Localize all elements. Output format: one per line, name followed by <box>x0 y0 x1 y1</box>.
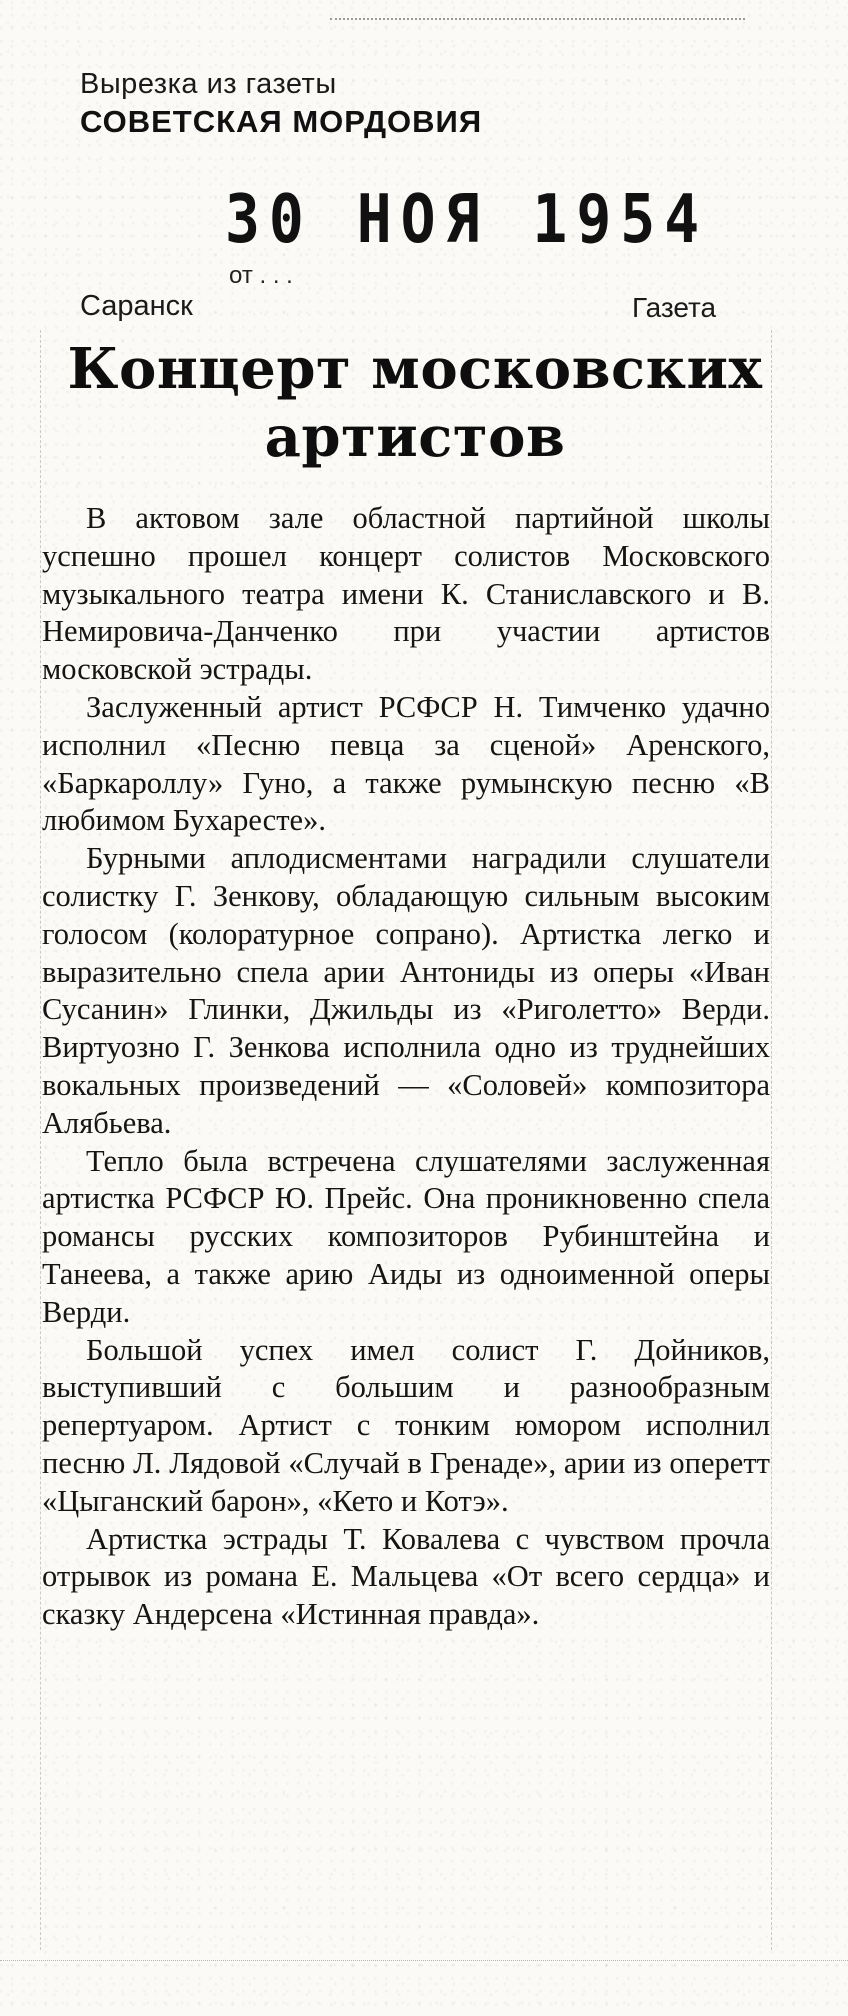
clipping-label: Вырезка из газеты <box>80 68 337 100</box>
newspaper-name: СОВЕТСКАЯ МОРДОВИЯ <box>80 104 483 139</box>
top-dotted-rule <box>330 18 745 20</box>
article-paragraph: Артистка эстрады Т. Ковалева с чувством прочла отрывок из романа Е. Мальцева «От всего сердца» и сказку Андерсена «Истинная правда». <box>42 1521 770 1632</box>
headline-line-2: артистов <box>264 404 566 470</box>
article-body <box>42 500 770 1634</box>
article-paragraph: В актовом зале областной партийной школы успешно прошел концерт солистов Московского музыкального театра имени К. Станиславского и В. Немировича-Данченко при участии артистов московской эстрады. <box>42 501 770 687</box>
article-paragraph: Большой успех имел солист Г. Дойников, выступивший с большим и разнообразным репертуаром. Артист с тонким юмором исполнил песню Л. Лядовой «Случай в Гренаде», арии из оперетт «Цыганский барон», «Кето и Котэ». <box>42 1332 770 1518</box>
article-headline <box>60 335 770 471</box>
city-label: Саранск <box>80 290 193 322</box>
clipping-stamp <box>80 66 780 142</box>
article-paragraph: Бурными аплодисментами наградили слушатели солистку Г. Зенкову, обладающую сильным высоким голосом (колоратурное сопрано). Артистка легко и выразительно спела арии Антониды из оперы «Иван Сусанин» Глинки, Джильды из «Риголетто» Верди. Виртуозно Г. Зенкова исполнила одно из труднейших вокальных произведений — «Соловей» композитора Алябьева. <box>42 841 770 1140</box>
article-paragraph: Заслуженный артист РСФСР Н. Тимченко удачно исполнил «Песню певца за сценой» Аренского, «Баркароллу» Гуно, а также румынскую песню «В любимом Бухаресте». <box>42 689 770 838</box>
date-suffix: от . . . <box>229 262 293 289</box>
headline-line-1: Концерт московских <box>67 336 763 402</box>
source-type-label: Газета <box>632 292 717 323</box>
date-value: 30 НОЯ 1954 <box>225 180 709 259</box>
date-stamp <box>225 180 765 289</box>
article-paragraph: Тепло была встречена слушателями заслуженная артистка РСФСР Ю. Прейс. Она проникновенно спела романсы русских композиторов Рубинштейна и Танеева, а также арию Аиды из одноименной оперы Верди. <box>42 1143 770 1329</box>
bottom-dotted-rule <box>0 1960 848 1961</box>
